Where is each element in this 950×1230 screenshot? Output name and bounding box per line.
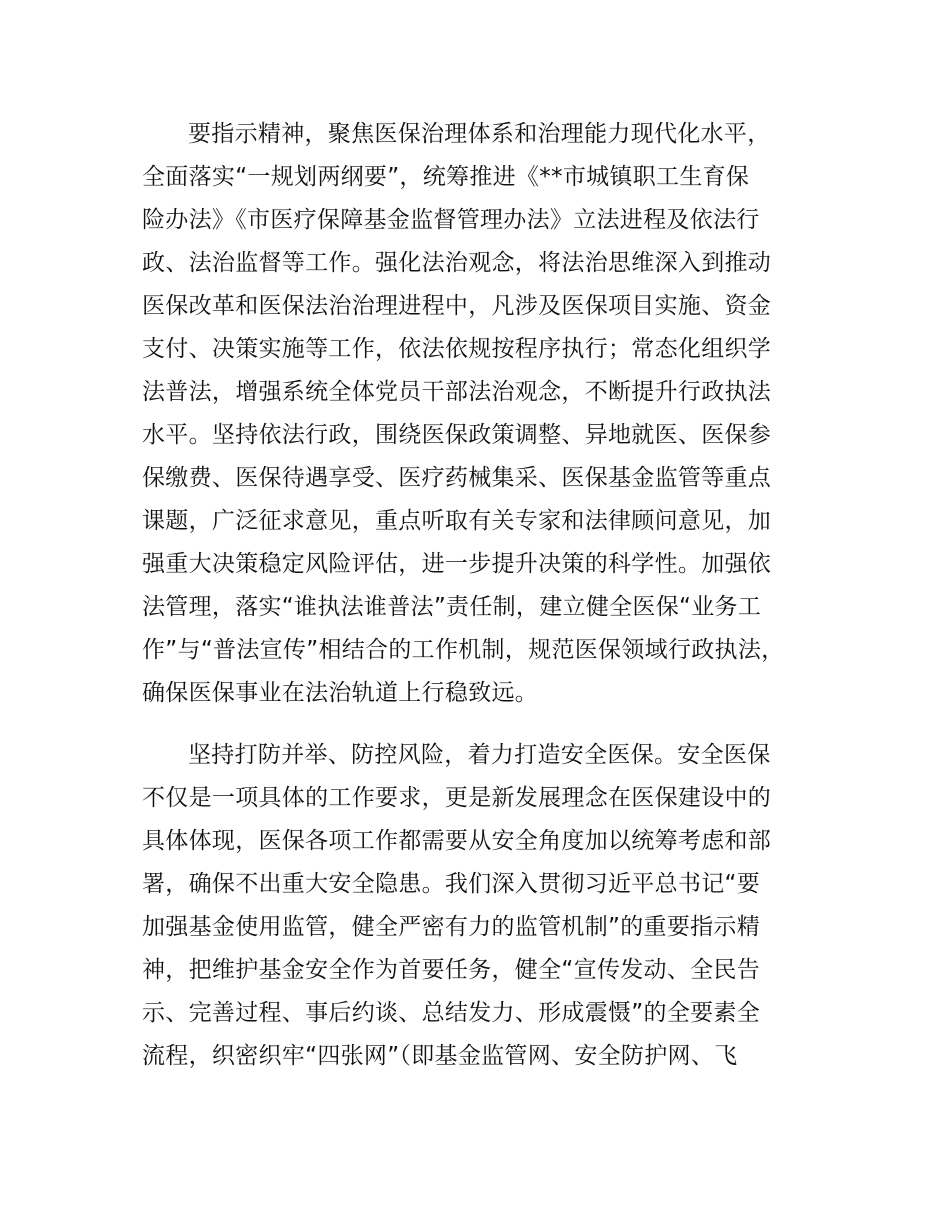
text-line: 确保医保事业在法治轨道上行稳致远。 bbox=[142, 680, 539, 706]
text-line: 医保改革和医保法治治理进程中，凡涉及医保项目实施、资金 bbox=[142, 293, 772, 319]
text-line: 课题，广泛征求意见，重点听取有关专家和法律顾问意见，加 bbox=[142, 508, 772, 534]
paragraph-rule-of-law bbox=[142, 113, 842, 715]
text-line: 要指示精神，聚焦医保治理体系和治理能力现代化水平， bbox=[188, 121, 771, 147]
text-line: 全面落实“一规划两纲要”，统筹推进《**市城镇职工生育保 bbox=[142, 164, 750, 190]
text-line: 保缴费、医保待遇享受、医疗药械集采、医保基金监管等重点 bbox=[142, 465, 772, 491]
text-line: 流程，织密织牢“四张网”（即基金监管网、安全防护网、飞 bbox=[142, 1043, 738, 1069]
text-line: 示、完善过程、事后约谈、总结发力、形成震慑”的全要素全 bbox=[142, 1000, 761, 1026]
text-line: 坚持打防并举、防控风险，着力打造安全医保。安全医保 bbox=[188, 742, 771, 768]
text-line: 法普法，增强系统全体党员干部法治观念，不断提升行政执法 bbox=[142, 379, 772, 405]
text-line: 强重大决策稳定风险评估，进一步提升决策的科学性。加强依 bbox=[142, 551, 772, 577]
text-line: 政、法治监督等工作。强化法治观念，将法治思维深入到推动 bbox=[142, 250, 772, 276]
text-line: 法管理，落实“谁执法谁普法”责任制，建立健全医保“业务工 bbox=[142, 594, 762, 620]
text-line: 署，确保不出重大安全隐患。我们深入贯彻习近平总书记“要 bbox=[142, 871, 761, 897]
text-line: 加强基金使用监管，健全严密有力的监管机制”的重要指示精 bbox=[142, 914, 761, 940]
paragraph-safety bbox=[142, 734, 842, 1078]
text-line: 水平。坚持依法行政，围绕医保政策调整、异地就医、医保参 bbox=[142, 422, 772, 448]
text-line: 不仅是一项具体的工作要求，更是新发展理念在医保建设中的 bbox=[142, 785, 772, 811]
text-line: 具体体现，医保各项工作都需要从安全角度加以统筹考虑和部 bbox=[142, 828, 772, 854]
text-line: 神，把维护基金安全作为首要任务，健全“宣传发动、全民告 bbox=[142, 957, 761, 983]
text-line: 作”与“普法宣传”相结合的工作机制，规范医保领域行政执法， bbox=[142, 637, 785, 663]
text-line: 支付、决策实施等工作，依法依规按程序执行；常态化组织学 bbox=[142, 336, 772, 362]
text-line: 险办法》《市医疗保障基金监督管理办法》立法进程及依法行 bbox=[142, 207, 760, 233]
